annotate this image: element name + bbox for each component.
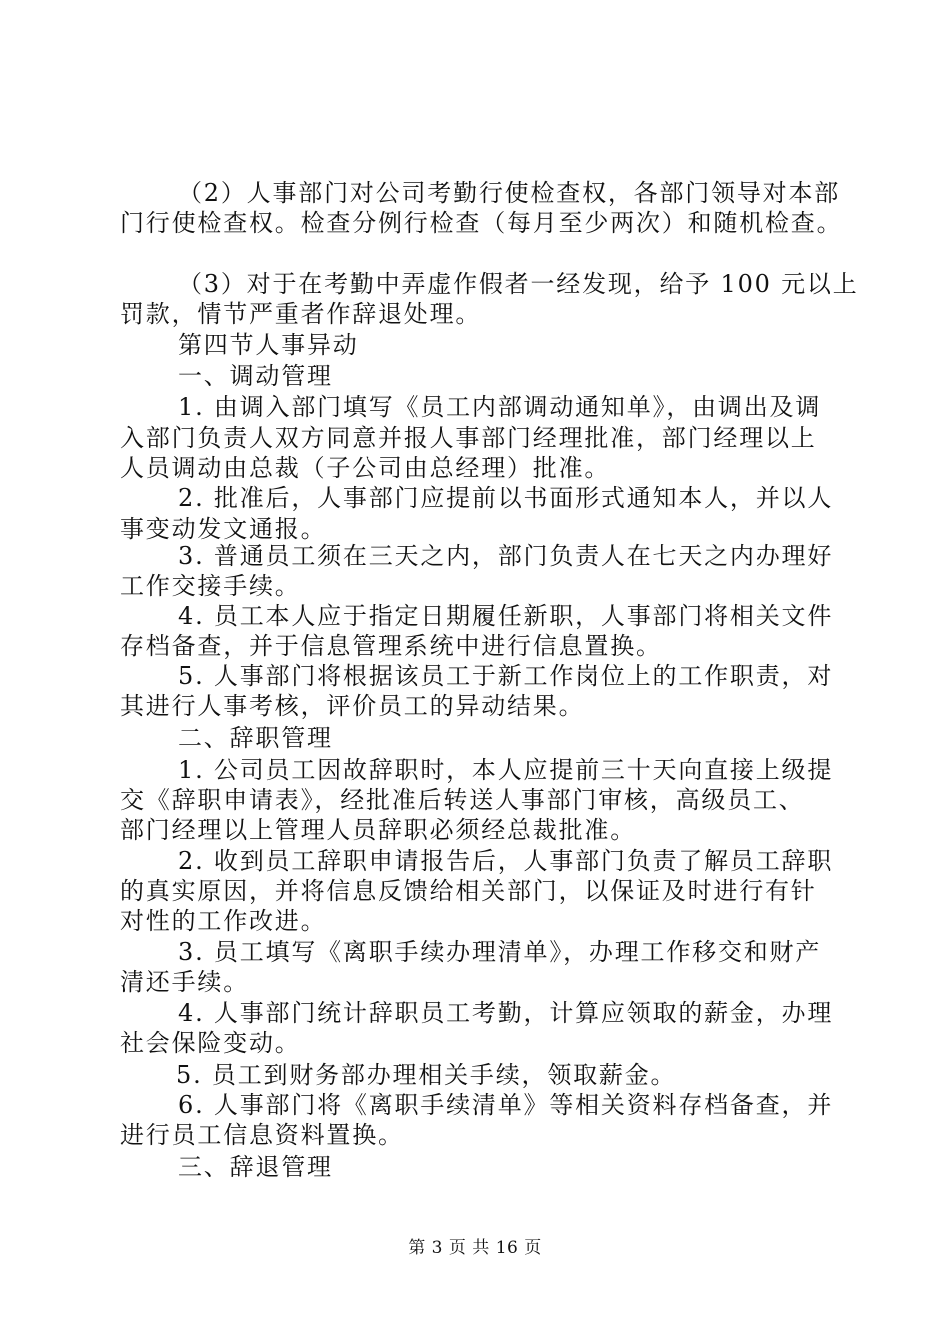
- paragraph-line: 对性的工作改进。: [120, 907, 327, 935]
- paragraph-line: 2. 收到员工辞职申请报告后，人事部门负责了解员工辞职: [178, 847, 834, 875]
- paragraph-line: 4. 员工本人应于指定日期履任新职，人事部门将相关文件: [178, 602, 834, 630]
- paragraph-line: 清还手续。: [120, 968, 249, 996]
- paragraph-line: 部门经理以上管理人员辞职必须经总裁批准。: [120, 816, 636, 844]
- paragraph-line: 存档备查，并于信息管理系统中进行信息置换。: [120, 632, 662, 660]
- paragraph-line: 入部门负责人双方同意并报人事部门经理批准，部门经理以上: [120, 424, 817, 452]
- paragraph-line: 3. 普通员工须在三天之内，部门负责人在七天之内办理好: [178, 542, 834, 570]
- section-heading: 第四节人事异动: [178, 331, 359, 359]
- paragraph-line: 1. 由调入部门填写《员工内部调动通知单》，由调出及调: [178, 393, 822, 421]
- paragraph-line: 1. 公司员工因故辞职时，本人应提前三十天向直接上级提: [178, 756, 834, 784]
- paragraph-line: 进行员工信息资料置换。: [120, 1121, 404, 1149]
- subsection-heading: 三、辞退管理: [178, 1153, 333, 1181]
- paragraph-line: 的真实原因，并将信息反馈给相关部门，以保证及时进行有针: [120, 877, 817, 905]
- subsection-heading: 一、调动管理: [178, 362, 333, 390]
- paragraph-line: 其进行人事考核，评价员工的异动结果。: [120, 692, 585, 720]
- paragraph-line: 罚款，情节严重者作辞退处理。: [120, 300, 482, 328]
- page-number-footer: 第 3 页 共 16 页: [408, 1238, 542, 1258]
- subsection-heading: 二、辞职管理: [178, 724, 333, 752]
- paragraph-line: 4. 人事部门统计辞职员工考勤，计算应领取的薪金，办理: [178, 999, 834, 1027]
- paragraph-line: 门行使检查权。检查分例行检查（每月至少两次）和随机检查。: [120, 209, 843, 237]
- paragraph-line: 3. 员工填写《离职手续办理清单》，办理工作移交和财产: [178, 938, 822, 966]
- paragraph-line: 交《辞职申请表》，经批准后转送人事部门审核，高级员工、: [120, 786, 805, 814]
- paragraph-line: （2）人事部门对公司考勤行使检查权，各部门领导对本部: [178, 179, 841, 207]
- paragraph-line: 2. 批准后，人事部门应提前以书面形式通知本人，并以人: [178, 484, 834, 512]
- paragraph-line: 工作交接手续。: [120, 572, 301, 600]
- paragraph-line: 5. 人事部门将根据该员工于新工作岗位上的工作职责，对: [178, 662, 834, 690]
- paragraph-line: 社会保险变动。: [120, 1029, 301, 1057]
- paragraph-line: 5. 员工到财务部办理相关手续，领取薪金。: [176, 1061, 677, 1089]
- paragraph-line: 6. 人事部门将《离职手续清单》等相关资料存档备查，并: [178, 1091, 834, 1119]
- paragraph-line: 事变动发文通报。: [120, 515, 327, 543]
- paragraph-line: （3）对于在考勤中弄虚作假者一经发现，给予 100 元以上: [178, 270, 859, 298]
- paragraph-line: 人员调动由总裁（子公司由总经理）批准。: [120, 454, 611, 482]
